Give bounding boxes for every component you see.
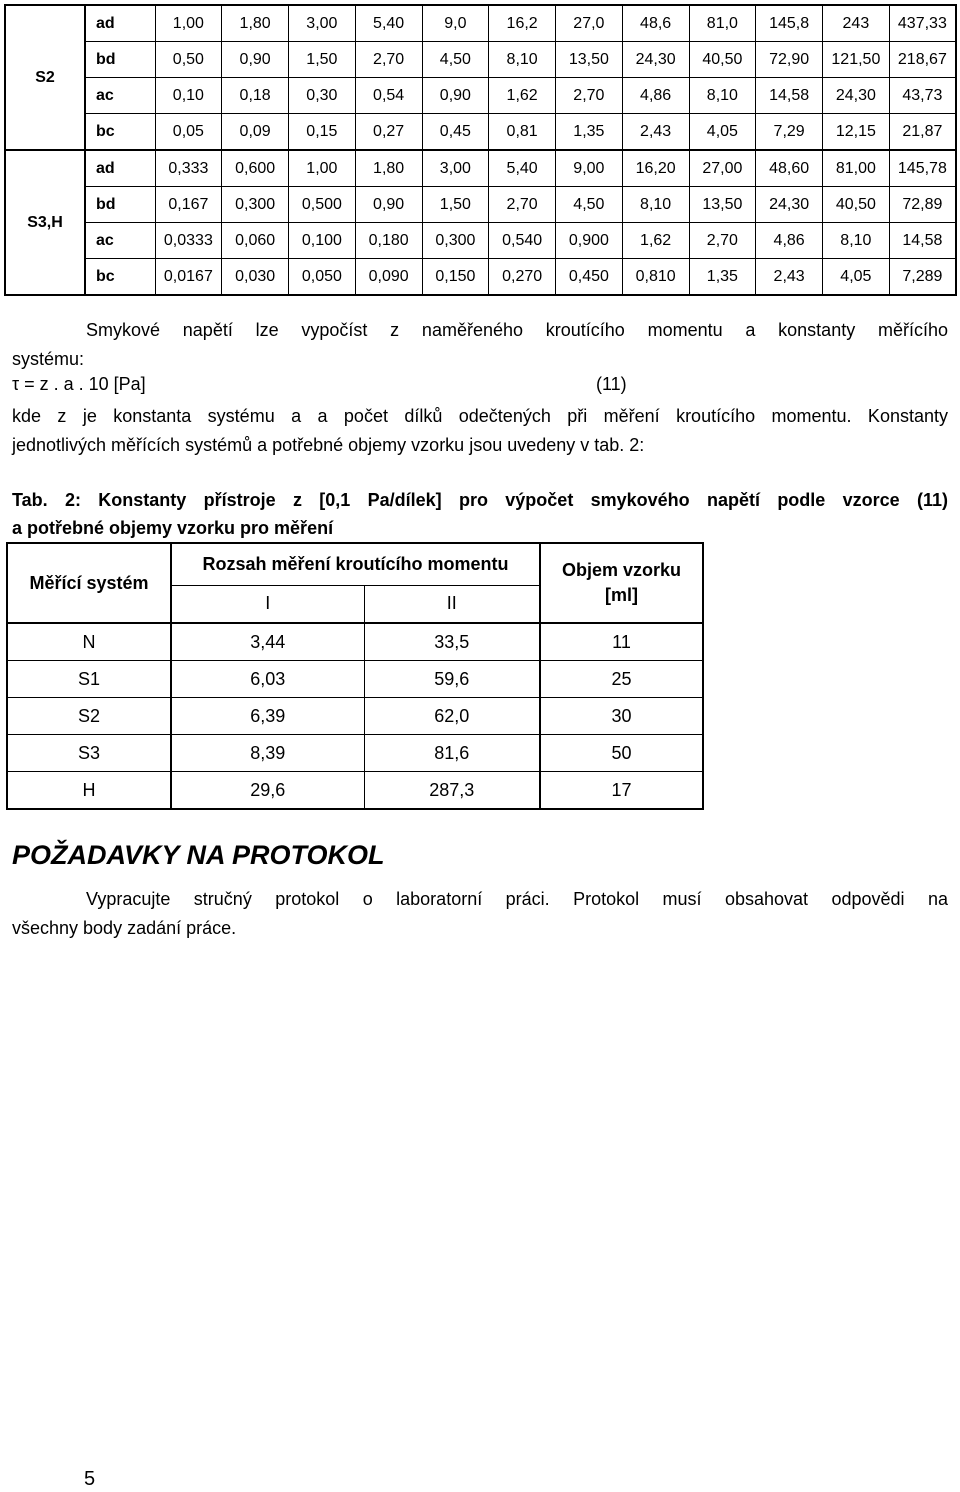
header-measuring-system: Měřící systém	[7, 543, 171, 623]
table-cell: 24,30	[756, 187, 823, 223]
table-cell: 2,70	[489, 187, 556, 223]
table-cell: 21,87	[889, 114, 956, 151]
table-cell: 1,00	[155, 5, 222, 42]
table-cell: 1,62	[489, 78, 556, 114]
table-cell: 145,8	[756, 5, 823, 42]
table-cell: 2,43	[622, 114, 689, 151]
table-cell: 1,50	[422, 187, 489, 223]
table-cell: 0,810	[622, 259, 689, 296]
table-cell: 145,78	[889, 150, 956, 187]
volume-cell: 11	[540, 623, 703, 661]
table-cell: 5,40	[489, 150, 556, 187]
table-cell: 40,50	[689, 42, 756, 78]
table-cell: 1,62	[622, 223, 689, 259]
group-label: S2	[5, 5, 85, 150]
table-cell: 0,030	[222, 259, 289, 296]
table-cell: 0,45	[422, 114, 489, 151]
table-cell: 0,333	[155, 150, 222, 187]
table-cell: 0,10	[155, 78, 222, 114]
table-cell: 72,89	[889, 187, 956, 223]
table-cell: 0,300	[422, 223, 489, 259]
table-cell: 48,6	[622, 5, 689, 42]
table-cell: 0,900	[556, 223, 623, 259]
range-I-cell: 8,39	[171, 735, 364, 772]
formula: τ = z . a . 10 [Pa]	[12, 374, 146, 394]
table-cell: 218,67	[889, 42, 956, 78]
table-cell: 12,15	[823, 114, 890, 151]
table-cell: 4,86	[622, 78, 689, 114]
table-cell: 0,500	[289, 187, 356, 223]
paragraph-line: Vypracujte stručný protokol o laboratorní práci. Protokol musí obsahovat odpovědi na	[86, 889, 948, 909]
table-cell: 243	[823, 5, 890, 42]
table-caption	[12, 486, 948, 542]
group-label: S3,H	[5, 150, 85, 295]
table-cell: 0,060	[222, 223, 289, 259]
caption-line: Tab. 2: Konstanty přístroje z [0,1 Pa/dílek] pro výpočet smykového napětí podle vzorce (11)	[12, 490, 948, 510]
table-cell: 4,50	[422, 42, 489, 78]
table-cell: 13,50	[689, 187, 756, 223]
range-I-cell: 6,39	[171, 698, 364, 735]
range-II-cell: 62,0	[364, 698, 540, 735]
row-label: bd	[85, 42, 155, 78]
system-cell: H	[7, 772, 171, 810]
table-cell: 8,10	[489, 42, 556, 78]
table-cell: 2,70	[689, 223, 756, 259]
table-cell: 1,35	[689, 259, 756, 296]
table-cell: 0,81	[489, 114, 556, 151]
table-row	[5, 114, 956, 151]
range-I-cell: 6,03	[171, 661, 364, 698]
table-cell: 121,50	[823, 42, 890, 78]
table-cell: 0,167	[155, 187, 222, 223]
table-cell: 2,70	[556, 78, 623, 114]
system-cell: N	[7, 623, 171, 661]
table-cell: 43,73	[889, 78, 956, 114]
table-cell: 2,43	[756, 259, 823, 296]
row-label: ad	[85, 150, 155, 187]
system-cell: S1	[7, 661, 171, 698]
table-cell: 0,0333	[155, 223, 222, 259]
volume-cell: 30	[540, 698, 703, 735]
table-row	[5, 150, 956, 187]
table-cell: 0,050	[289, 259, 356, 296]
table-cell: 0,50	[155, 42, 222, 78]
table-cell: 8,10	[622, 187, 689, 223]
formula-number: (11)	[596, 374, 627, 394]
table-cell: 81,00	[823, 150, 890, 187]
table-cell: 16,2	[489, 5, 556, 42]
row-label: ac	[85, 223, 155, 259]
table-cell: 9,0	[422, 5, 489, 42]
table-cell: 0,90	[355, 187, 422, 223]
table-cell: 1,80	[355, 150, 422, 187]
table-cell: 0,0167	[155, 259, 222, 296]
volume-cell: 50	[540, 735, 703, 772]
table-cell: 0,100	[289, 223, 356, 259]
table-cell: 0,27	[355, 114, 422, 151]
table-cell: 0,90	[422, 78, 489, 114]
table-cell: 2,70	[355, 42, 422, 78]
table-cell: 0,54	[355, 78, 422, 114]
row-label: ad	[85, 5, 155, 42]
table-cell: 1,50	[289, 42, 356, 78]
explanation-paragraph	[12, 402, 948, 460]
table-cell: 437,33	[889, 5, 956, 42]
range-I-cell: 3,44	[171, 623, 364, 661]
table-cell: 0,09	[222, 114, 289, 151]
paragraph-line: Smykové napětí lze vypočíst z naměřeného kroutícího momentu a konstanty měřícího	[86, 320, 948, 340]
page-number: 5	[84, 1468, 96, 1490]
table-cell: 5,40	[355, 5, 422, 42]
table-row	[5, 42, 956, 78]
table-cell: 7,29	[756, 114, 823, 151]
table-cell: 16,20	[622, 150, 689, 187]
table-cell: 14,58	[889, 223, 956, 259]
range-I-cell: 29,6	[171, 772, 364, 810]
header-range-I: I	[171, 585, 364, 623]
conversion-table	[4, 4, 957, 296]
header-sample-volume	[540, 543, 703, 623]
table-cell: 7,289	[889, 259, 956, 296]
table-cell: 24,30	[823, 78, 890, 114]
table-row	[5, 5, 956, 42]
row-label: bc	[85, 259, 155, 296]
table-row	[7, 623, 703, 661]
table-row	[7, 698, 703, 735]
table-cell: 0,30	[289, 78, 356, 114]
paragraph-line: kde z je konstanta systému a a počet dílků odečtených při měření kroutícího momentu. Konstanty	[12, 406, 948, 426]
table-cell: 48,60	[756, 150, 823, 187]
table-cell: 0,090	[355, 259, 422, 296]
table-cell: 81,0	[689, 5, 756, 42]
table-cell: 9,00	[556, 150, 623, 187]
range-II-cell: 287,3	[364, 772, 540, 810]
table-row	[7, 772, 703, 810]
system-cell: S3	[7, 735, 171, 772]
paragraph-line: všechny body zadání práce.	[12, 918, 237, 938]
paragraph-line: systému:	[12, 349, 85, 369]
table-row	[5, 187, 956, 223]
header-volume-unit: [ml]	[605, 585, 639, 605]
table-cell: 14,58	[756, 78, 823, 114]
table-cell: 1,35	[556, 114, 623, 151]
table-row	[7, 661, 703, 698]
table-cell: 3,00	[289, 5, 356, 42]
constants-table	[6, 542, 704, 810]
requirements-paragraph	[12, 885, 948, 943]
table-cell: 1,80	[222, 5, 289, 42]
paragraph-line: jednotlivých měřících systémů a potřebné objemy vzorku jsou uvedeny v tab. 2:	[12, 435, 645, 455]
table-cell: 0,540	[489, 223, 556, 259]
table-cell: 0,300	[222, 187, 289, 223]
row-label: ac	[85, 78, 155, 114]
table-cell: 27,0	[556, 5, 623, 42]
system-cell: S2	[7, 698, 171, 735]
range-II-cell: 81,6	[364, 735, 540, 772]
volume-cell: 25	[540, 661, 703, 698]
table-cell: 1,00	[289, 150, 356, 187]
table-cell: 4,86	[756, 223, 823, 259]
table-cell: 0,05	[155, 114, 222, 151]
requirements-heading: POŽADAVKY NA PROTOKOL	[12, 840, 385, 870]
table-cell: 8,10	[689, 78, 756, 114]
table-cell: 3,00	[422, 150, 489, 187]
table-row	[5, 223, 956, 259]
table-cell: 0,90	[222, 42, 289, 78]
header-volume-line: Objem vzorku	[562, 560, 682, 580]
table-cell: 4,05	[823, 259, 890, 296]
table-cell: 0,180	[355, 223, 422, 259]
volume-cell: 17	[540, 772, 703, 810]
caption-line: a potřebné objemy vzorku pro měření	[12, 518, 334, 538]
table-cell: 0,270	[489, 259, 556, 296]
range-II-cell: 59,6	[364, 661, 540, 698]
shear-stress-paragraph	[12, 316, 948, 374]
table-cell: 4,50	[556, 187, 623, 223]
table-cell: 27,00	[689, 150, 756, 187]
table-cell: 0,15	[289, 114, 356, 151]
header-range-II: II	[364, 585, 540, 623]
table-cell: 72,90	[756, 42, 823, 78]
table-cell: 24,30	[622, 42, 689, 78]
row-label: bc	[85, 114, 155, 151]
table-cell: 0,450	[556, 259, 623, 296]
range-II-cell: 33,5	[364, 623, 540, 661]
table-cell: 0,150	[422, 259, 489, 296]
table-row	[7, 735, 703, 772]
row-label: bd	[85, 187, 155, 223]
table-cell: 0,18	[222, 78, 289, 114]
table-cell: 40,50	[823, 187, 890, 223]
table-cell: 8,10	[823, 223, 890, 259]
table-cell: 4,05	[689, 114, 756, 151]
table-row	[5, 259, 956, 296]
table-cell: 0,600	[222, 150, 289, 187]
table-cell: 13,50	[556, 42, 623, 78]
table-row	[5, 78, 956, 114]
header-torque-range: Rozsah měření kroutícího momentu	[171, 543, 540, 585]
